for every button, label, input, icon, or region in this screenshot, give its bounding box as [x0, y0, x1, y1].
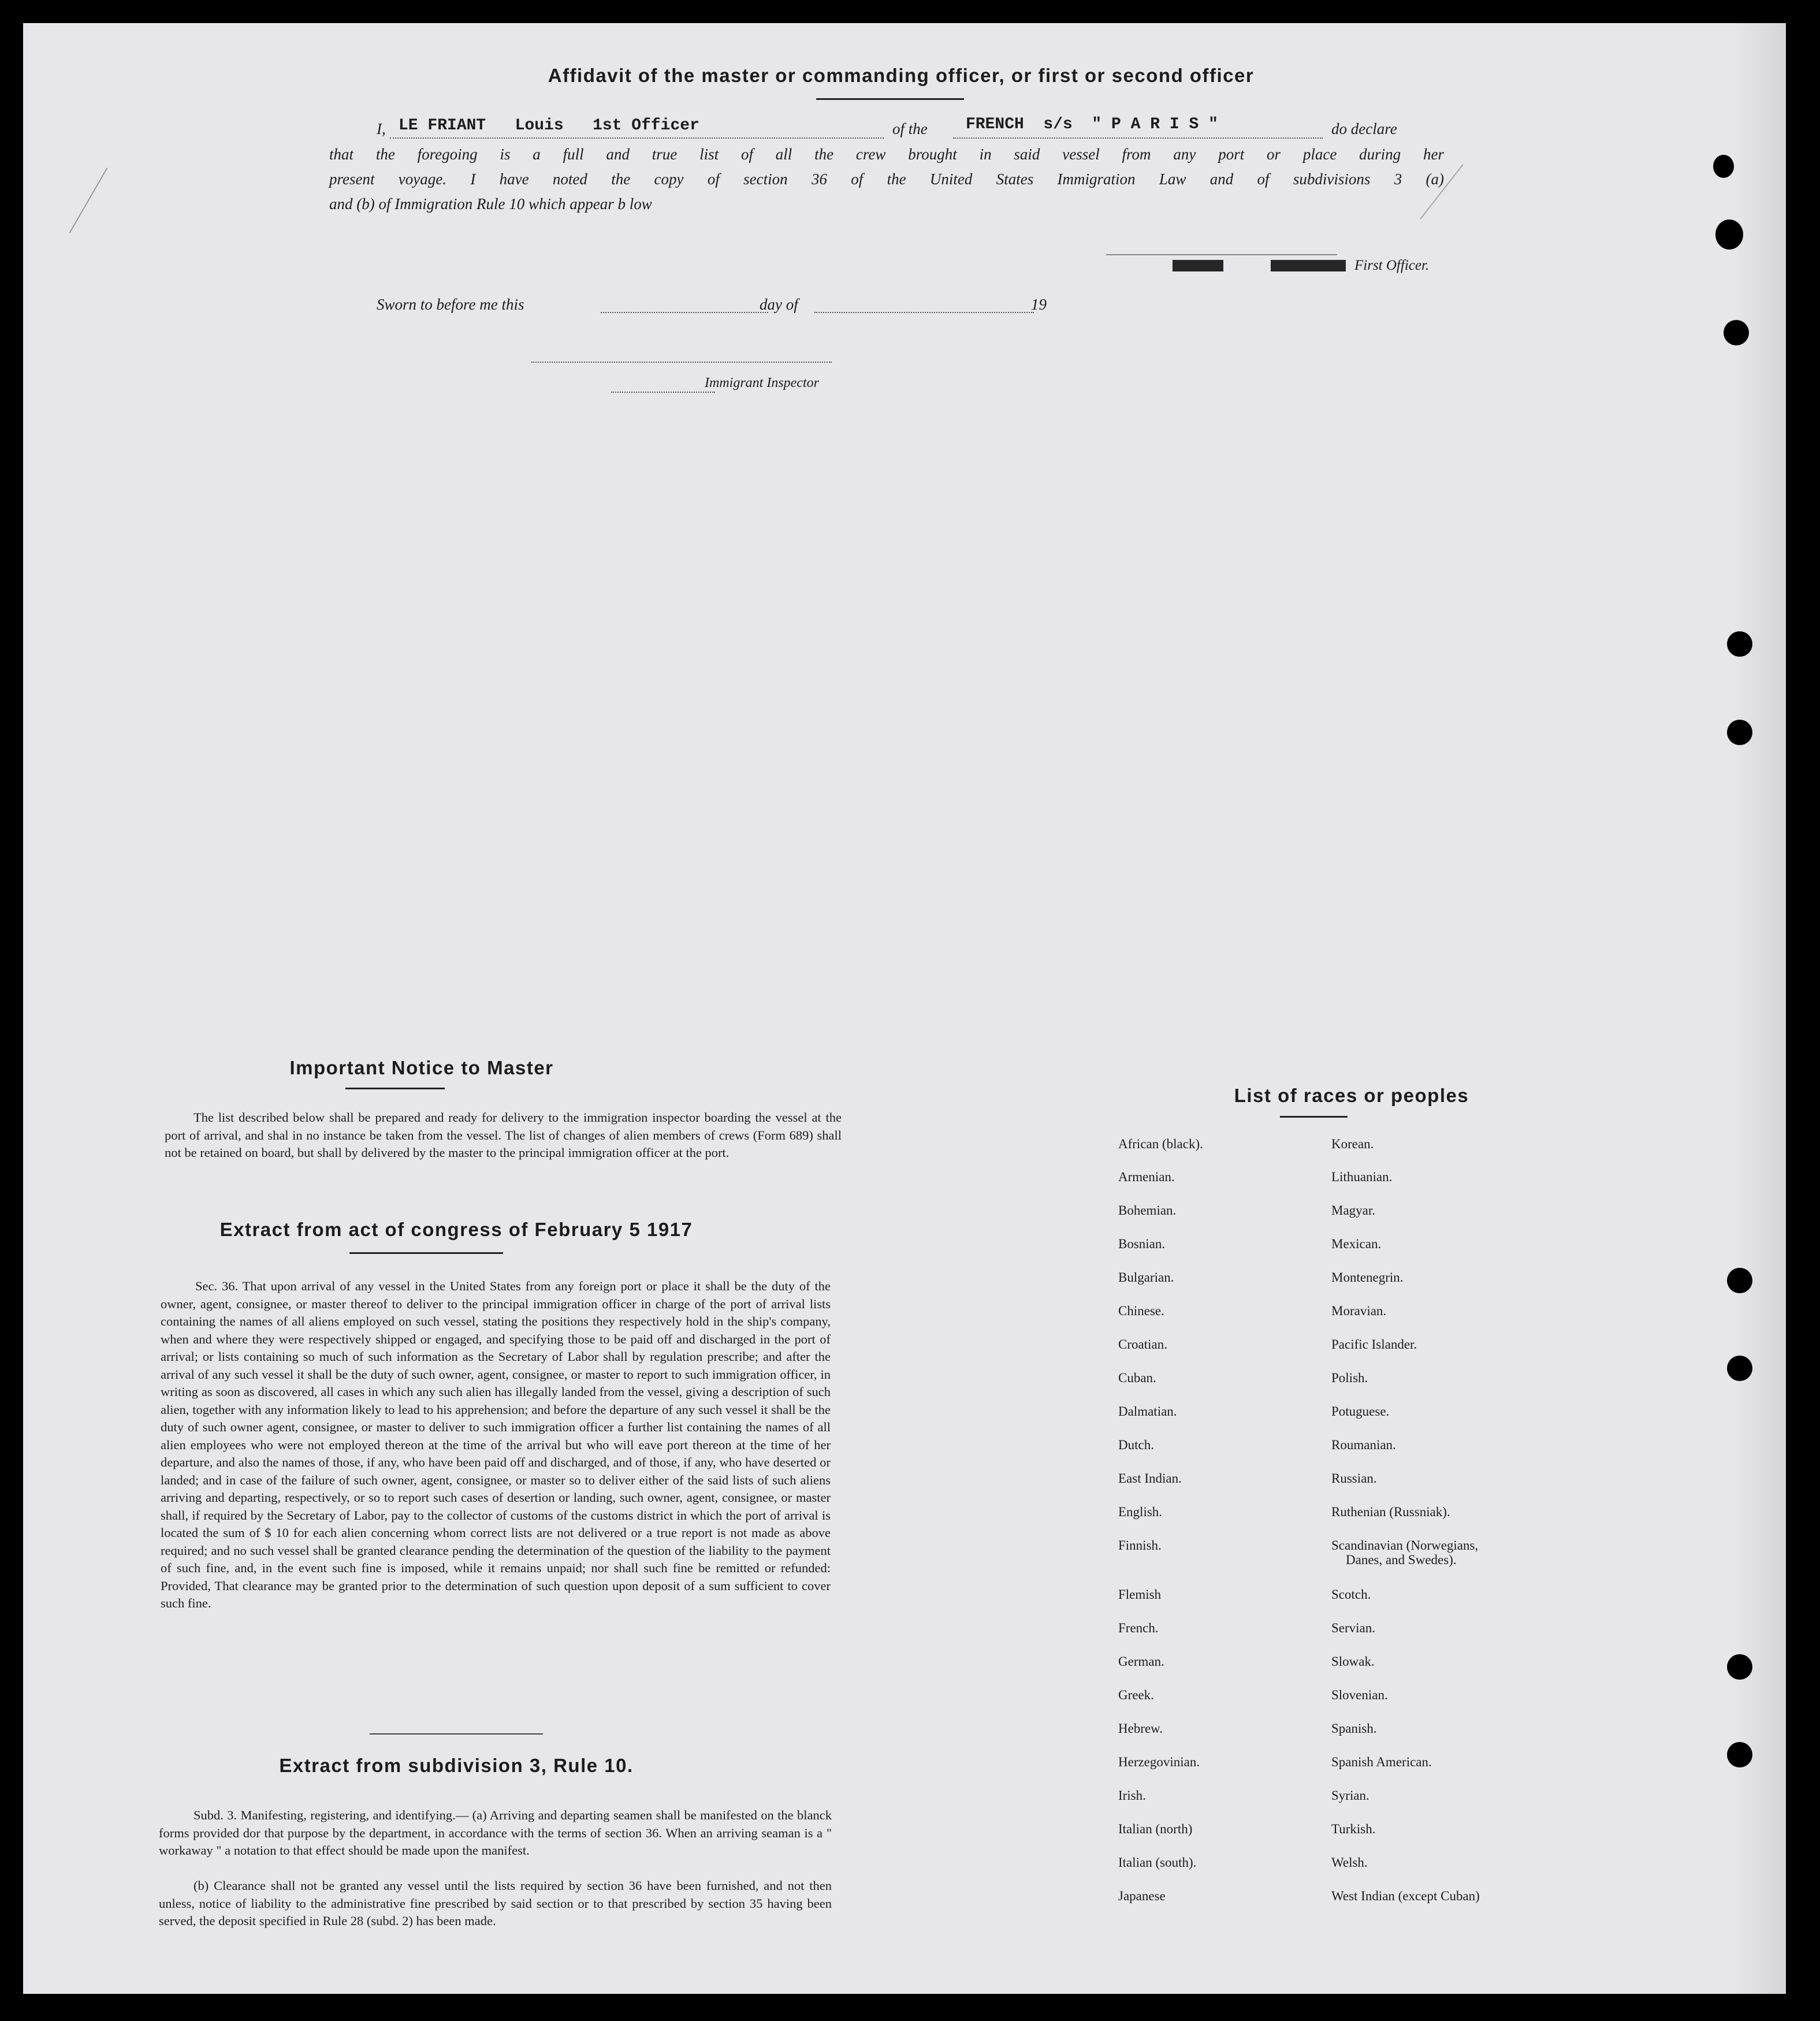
race-item: Scandinavian (Norwegians, — [1331, 1538, 1479, 1553]
race-item: German. — [1118, 1654, 1164, 1669]
punch-hole — [1713, 155, 1734, 178]
do-declare-label: do declare — [1331, 120, 1397, 137]
race-item: Dutch. — [1118, 1438, 1154, 1452]
day-of-label: day of — [760, 296, 798, 313]
stray-mark — [69, 168, 108, 233]
race-item: Chinese. — [1118, 1304, 1164, 1318]
race-item: Slowak. — [1331, 1654, 1375, 1669]
race-item: Potuguese. — [1331, 1404, 1390, 1419]
race-item: Syrian. — [1331, 1788, 1369, 1803]
sworn-day-line — [601, 312, 768, 313]
race-item: Roumanian. — [1331, 1438, 1396, 1452]
edge-shadow — [1733, 23, 1786, 1994]
race-item: Irish. — [1118, 1788, 1146, 1803]
name-line — [390, 137, 884, 139]
typed-officer-name: LE FRIANT Louis 1st Officer — [399, 117, 699, 135]
signature-title — [1236, 258, 1429, 274]
extract-act-text: Sec. 36. That upon arrival of any vessel in the United States from any foreign port or place it shall be the duty of the owner, agent, consignee, or master thereof to deliver to the principal immigration officer in charge of the port of arrival lists containing the names of all aliens employed on such vessel, stating the positions they respectively hold in the ship's company, when and where they were respectively shipped or engaged, and specifying those to be paid off and discharged in the port of arrival; or lists containing so much of such information as the Secretary of Labor shall by regulation prescribe; and after the arrival of any such vessel it shall be the duty of such owner, agent, consignee, or master to report to such immigration officer, in writing as soon as discovered, all cases in which any such alien has illegally landed from the vessel, giving a description of such alien, together with any information likely to lead to his apprehension; and before the departure of any such vessel it shall be the duty of such owner agent, consignee, or master to deliver to such immigration officer a further list containing the names of all alien employees who were not employed thereon at the time of the arrival but who will eave port thereon at the time of her departure, and also the names of those, if any, who have been paid off and discharged, and of those, if any, who have deserted or landed; and in case of the failure of such owner, agent, consignee, or master so to deliver either of the said lists of such aliens arriving and departing, respectively, or so to report such cases of desertion or landing, such owner, agent, consignee, or master shall, if required by the Secretary of Labor, pay to the collector of customs of the customs district in which the port of arrival is located the sum of $ 10 for each alien concerning whom correct lists are not delivered or a true report is not made as above required; and no such vessel shall be granted clearance pending the determination of the question of the liability to the payment of such fine, and, in the event such fine is imposed, while it remains unpaid; nor shall such fine be remitted or refunded: Provided, That clearance may be granted prior to the determination of such question upon deposit of a sum sufficient to cover such fine. — [161, 1279, 831, 1610]
affidavit-line-2: present voyage. I have noted the copy of section 36 of the United States Immigration Law and of subdivisions 3 (a) — [329, 170, 1444, 188]
of-the-label: of the — [892, 120, 928, 137]
race-item: East Indian. — [1118, 1471, 1182, 1486]
inspector-line — [531, 362, 832, 363]
inspector-label: Immigrant Inspector — [705, 375, 819, 390]
i-prefix: I, — [377, 120, 386, 137]
signature-title-text: First Officer. — [1354, 258, 1430, 273]
race-item: Mexican. — [1331, 1237, 1382, 1251]
race-item: Spanish American. — [1331, 1755, 1432, 1769]
race-item: Bulgarian. — [1118, 1270, 1174, 1285]
race-item: Italian (north) — [1118, 1822, 1193, 1836]
race-item: Dalmatian. — [1118, 1404, 1177, 1419]
title-underline — [816, 98, 964, 100]
race-item: Cuban. — [1118, 1371, 1156, 1385]
race-item: French. — [1118, 1621, 1159, 1635]
race-item: Flemish — [1118, 1587, 1162, 1602]
races-title: List of races or peoples — [1234, 1085, 1469, 1106]
sworn-month-line — [814, 312, 1034, 313]
race-item: Russian. — [1331, 1471, 1377, 1486]
extract-act-title: Extract from act of congress of February 5 1917 — [219, 1219, 693, 1240]
race-item: Scotch. — [1331, 1587, 1371, 1602]
race-item: Welsh. — [1331, 1855, 1368, 1870]
race-item: Korean. — [1331, 1137, 1374, 1151]
race-item: Bohemian. — [1118, 1203, 1177, 1218]
race-item: Pacific Islander. — [1331, 1337, 1417, 1352]
race-item: Slovenian. — [1331, 1688, 1388, 1702]
race-item: Herzegovinian. — [1118, 1755, 1200, 1769]
extract-rule-text-a: Subd. 3. Manifesting, registering, and identifying.— (a) Arriving and departing seamen shall be manifested on the blanck forms provided dor that purpose by the department, in accordance with the terms of section 36. When an arriving seaman is a " workaway " a notation to that effect should be made upon the manifest. — [159, 1808, 832, 1858]
vessel-line — [953, 137, 1323, 139]
race-item: English. — [1118, 1505, 1163, 1519]
typed-vessel-name: FRENCH s/s " P A R I S " — [966, 116, 1218, 133]
sworn-label: Sworn to before me this — [377, 296, 524, 313]
race-item: Japanese — [1118, 1889, 1166, 1903]
extract-rule-title: Extract from subdivision 3, Rule 10. — [279, 1755, 634, 1776]
inspector-line-2 — [611, 392, 715, 393]
race-item: Italian (south). — [1118, 1855, 1197, 1870]
year-label: 19 — [1031, 296, 1047, 313]
extract-act-underline — [349, 1252, 503, 1254]
race-item: Ruthenian (Russniak). — [1331, 1505, 1450, 1519]
race-item: Servian. — [1331, 1621, 1376, 1635]
races-underline — [1280, 1116, 1348, 1118]
race-item: Turkish. — [1331, 1822, 1376, 1836]
race-item-continuation: Danes, and Swedes). — [1346, 1553, 1457, 1567]
race-item: Hebrew. — [1118, 1721, 1163, 1736]
race-item: Bosnian. — [1118, 1237, 1166, 1251]
race-item: African (black). — [1118, 1137, 1203, 1151]
notice-title: Important Notice to Master — [289, 1057, 554, 1078]
divider — [370, 1733, 543, 1735]
document-page — [23, 23, 1786, 1994]
race-item: Finnish. — [1118, 1538, 1162, 1553]
affidavit-title: Affidavit of the master or commanding officer, or first or second officer — [548, 65, 1255, 86]
notice-underline — [345, 1088, 445, 1089]
race-item: Montenegrin. — [1331, 1270, 1404, 1285]
race-item: Armenian. — [1118, 1170, 1175, 1184]
race-item: Polish. — [1331, 1371, 1368, 1385]
race-item: Croatian. — [1118, 1337, 1167, 1352]
affidavit-line-1: that the foregoing is a full and true list of all the crew brought in said vessel from any port or place during her — [329, 146, 1444, 163]
race-item: Magyar. — [1331, 1203, 1376, 1218]
extract-rule-text-b: (b) Clearance shall not be granted any vessel until the lists required by section 36 have been furnished, and not then unless, notice of liability to the administrative fine prescribed by said section or to that prescribed by section 35 having been served, the deposit specified in Rule 28 (subd. 2) has been made. — [159, 1878, 832, 1928]
affidavit-line-3: and (b) of Immigration Rule 10 which appear b low — [329, 195, 652, 213]
race-item: Greek. — [1118, 1688, 1154, 1702]
notice-text: The list described below shall be prepared and ready for delivery to the immigration inspector boarding the vessel at the port of arrival, and shal in no instance be taken from the vessel. The list of changes of alien members of crews (Form 689) shall not be retained on board, but shall by delivered by the master to the principal immigration officer at the port. — [165, 1110, 842, 1160]
struck-out-word — [1173, 260, 1223, 271]
race-item: Spanish. — [1331, 1721, 1377, 1736]
signature-line — [1106, 254, 1337, 255]
race-item: Lithuanian. — [1331, 1170, 1393, 1184]
race-item: Moravian. — [1331, 1304, 1387, 1318]
race-item: West Indian (except Cuban) — [1331, 1889, 1480, 1903]
